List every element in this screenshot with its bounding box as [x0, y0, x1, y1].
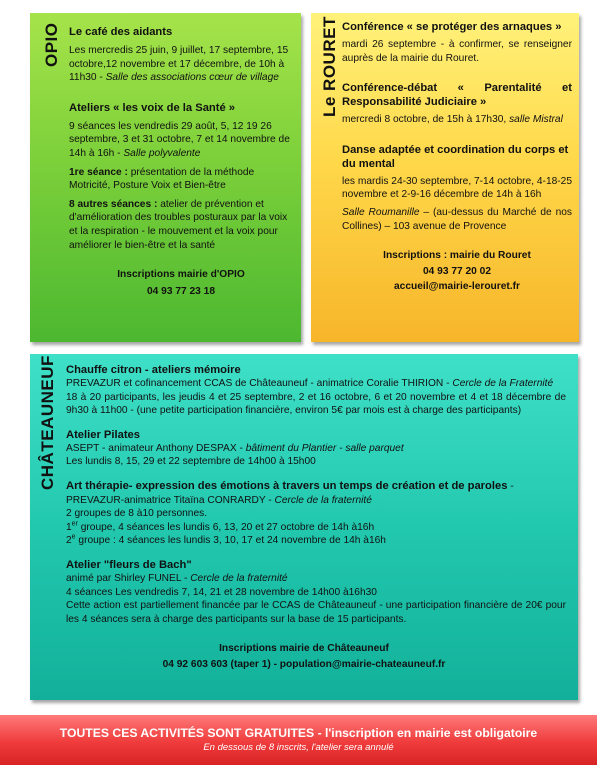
citron-details: 18 à 20 participants, les jeudis 4 et 25 septembre, 2 et 16 octobre, 6 et 20 novembre et 4 et 18 décembre de 9h30 à 11h00 - (une petite participation financière, environ 5€ par mois est à charge des participants)	[66, 391, 566, 417]
bach-note: Cette action est partiellement financée par le CCAS de Châteauneuf - une participation financière de 20€ pour les 4 séances sera à charge des participants sur la base de 15 participants.	[66, 600, 566, 625]
bach-title: Atelier "fleurs de Bach"	[66, 558, 192, 571]
chateauneuf-contact: 04 92 603 603 (taper 1) - population@mairie-chateauneuf.fr	[162, 658, 446, 670]
danse-place: Salle Roumanille – (au-dessus du Marché de nos Collines) – 103 avenue de Provence	[342, 206, 572, 232]
opio-phone: 04 93 77 23 18	[147, 285, 215, 297]
rouret-inscriptions: Inscriptions : mairie du Rouret	[383, 250, 531, 262]
cropped-heading	[0, 0, 597, 10]
ateliers-first-session: 1re séance : présentation de la méthode Motricité, Posture Voix et Bien-être	[69, 166, 255, 192]
rouret-email: accueil@mairie-lerouret.fr	[393, 281, 520, 293]
ateliers-title: Ateliers « les voix de la Santé »	[69, 101, 236, 114]
chateauneuf-inscriptions: Inscriptions mairie de Châteauneuf	[219, 643, 389, 655]
art-group-1: 1er groupe, 4 séances les lundis 6, 13, 20 et 27 octobre de 14h à16h	[66, 520, 375, 533]
footer-banner	[0, 715, 597, 765]
conf-arnaques-title: Conférence « se protéger des arnaques »	[342, 21, 562, 33]
chateauneuf-label: CHÂTEAUNEUF	[38, 355, 57, 490]
opio-panel	[30, 13, 301, 342]
chateauneuf-content	[66, 363, 566, 672]
bach-org: animé par Shirley FUNEL - Cercle de la fraternité	[66, 572, 288, 584]
citron-title: Chauffe citron - ateliers mémoire	[66, 364, 241, 376]
opio-content	[69, 25, 293, 298]
art-groups: 2 groupes de 8 à10 personnes.	[66, 508, 208, 520]
art-group-2: 2e groupe : 4 séances les lundis 3, 10, 17 et 24 novembre de 14h à16h	[66, 533, 386, 547]
pilates-details: Les lundis 8, 15, 29 et 22 septembre de 14h00 à 15h00	[66, 456, 316, 468]
footer-free: TOUTES CES ACTIVITÉS SONT GRATUITES	[59, 726, 315, 740]
opio-inscriptions: Inscriptions mairie d'OPIO	[117, 269, 245, 281]
rouret-phone: 04 93 77 20 02	[423, 265, 491, 277]
pilates-org: ASEPT - animateur Anthony DESPAX - bâtiment du Plantier - salle parquet	[66, 442, 404, 454]
pilates-title: Atelier Pilates	[66, 428, 140, 441]
rouret-label: Le ROURET	[320, 16, 339, 117]
ateliers-other-sessions: 8 autres séances : atelier de prévention et d'amélioration des troubles posturaux par la voix et la respiration - le mouvement et la voix pour améliorer le bien-être et la santé	[69, 198, 288, 251]
cafe-details: Les mercredis 25 juin, 9 juillet, 17 septembre, 15 octobre,12 novembre et 17 décembre, de 10h à 11h30 - Salle des associations cœur de village	[69, 45, 289, 84]
conf-parentalite-title: Conférence-débat « Parentalité et Responsabilité Judiciaire »	[342, 82, 572, 109]
footer-free-line	[0, 726, 597, 740]
ateliers-details: 9 séances les vendredis 29 août, 5, 12 19 26 septembre, 3 et 31 octobre, 7 et 14 novembre de 14h à 16h - Salle polyvalente	[69, 120, 290, 159]
footer-mandatory: - l'inscription en mairie est obligatoire	[314, 726, 538, 740]
footer-cancel-note: En dessous de 8 inscrits, l'atelier sera annulé	[203, 742, 394, 753]
chateauneuf-panel	[30, 354, 578, 700]
conf-arnaques-details: mardi 26 septembre - à confirmer, se renseigner auprès de la mairie du Rouret.	[342, 39, 572, 64]
citron-org: PREVAZUR et cofinancement CCAS de Châteauneuf - animatrice Coralie THIRION - Cercle de la Fraternité	[66, 378, 554, 389]
rouret-panel	[311, 13, 579, 342]
danse-details: les mardis 24-30 septembre, 7-14 octobre, 4-18-25 novembre et 2-9-16 décembre de 14h à 16h	[342, 175, 572, 201]
danse-title: Danse adaptée et coordination du corps et du mental	[342, 143, 569, 170]
rouret-content	[342, 20, 572, 294]
art-title-line: Art thérapie- expression des émotions à travers un temps de création et de paroles - PREVAZUR-animatrice Titaïna CONRARDY - Cercle de la fraternité	[66, 479, 514, 506]
opio-label: OPIO	[42, 22, 61, 67]
cafe-title: Le café des aidants	[69, 26, 173, 38]
bach-details: 4 séances Les vendredis 7, 14, 21 et 28 novembre de 14h00 à16h30	[66, 586, 377, 598]
conf-parentalite-details: mercredi 8 octobre, de 15h à 17h30, salle Mistral	[342, 114, 563, 126]
